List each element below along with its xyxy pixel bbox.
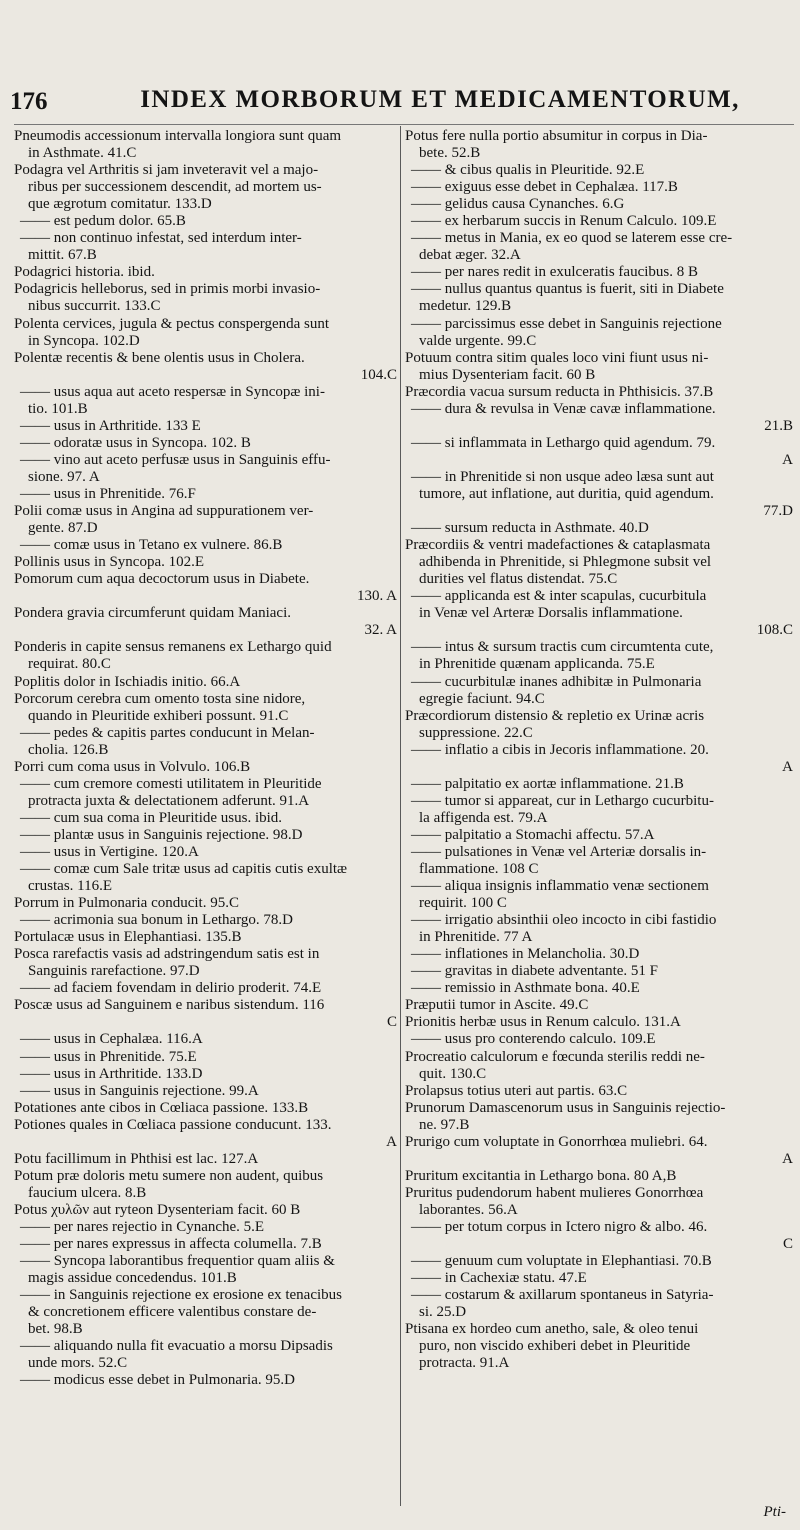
index-line: puro, non viscido exhiberi debet in Pleuritide [419,1338,691,1355]
index-line: quando in Pleuritide exhiberi possunt. 91.C [28,707,289,724]
index-line: Ptisana ex hordeo cum anetho, sale, & oleo tenui [405,1321,699,1338]
index-line: —— sursum reducta in Asthmate. 40.D [411,520,649,537]
index-line: —— per totum corpus in Ictero nigro & albo. 46. [411,1219,708,1235]
index-line: Pomorum cum aqua decoctorum usus in Diabete. [14,571,310,588]
index-line: in Syncopa. 102.D [28,332,140,349]
index-line: Pondera gravia circumferunt quidam Maniaci. [14,605,291,622]
page-number: 176 [10,88,48,115]
index-line: Pneumodis accessionum intervalla longiora sunt quam [14,128,342,144]
column-divider [400,126,401,1506]
index-line: —— usus in Arthritide. 133 E [20,417,201,434]
index-line: tio. 101.B [28,400,88,417]
index-line: —— per nares expressus in affecta columella. 7.B [20,1236,322,1253]
index-line: sione. 97. A [28,468,100,485]
index-line: flammatione. 108 C [419,861,539,878]
index-line: adhibenda in Phrenitide, si Phlegmone subsit vel [419,554,712,571]
index-line: —— costarum & axillarum spontaneus in Satyria- [411,1287,714,1304]
index-line: Prurigo cum voluptate in Gonorrhœa muliebri. 64. [405,1133,708,1150]
index-line: gente. 87.D [28,520,98,537]
index-line: protracta juxta & delectationem adferunt. 91.A [28,792,310,809]
index-line: faucium ulcera. 8.B [28,1184,147,1201]
index-line: —— intus & sursum tractis cum circumtenta cute, [411,639,714,656]
index-line: in Phrenitide quænam applicanda. 75.E [419,656,655,673]
index-line: A [386,1133,397,1150]
index-line: Porri cum coma usus in Volvulo. 106.B [14,758,251,775]
index-line: Pruritum excitantia in Lethargo bona. 80 A,B [405,1167,677,1184]
index-line: Præcordiis & ventri madefactiones & cataplasmata [405,537,711,554]
index-line: —— comæ usus in Tetano ex vulnere. 86.B [20,537,283,554]
index-line: Prunorum Damascenorum usus in Sanguinis rejectio- [405,1099,726,1116]
index-line: suppressione. 22.C [419,724,533,741]
index-line: & concretionem efficere valentibus constare de- [28,1304,317,1321]
index-line: —— tumor si appareat, cur in Lethargo cucurbitu- [411,792,714,809]
index-line: medetur. 129.B [419,298,512,315]
index-line: —— ex herbarum succis in Renum Calculo. 109.E [411,213,717,230]
index-line: —— cucurbitulæ inanes adhibitæ in Pulmonaria [411,673,702,690]
index-line: —— in Cachexiæ statu. 47.E [411,1270,587,1287]
index-line: Præcordiorum distensio & repletio ex Urinæ acris [405,707,705,724]
index-line: —— dura & revulsa in Venæ cavæ inflammatione. [411,400,716,417]
index-line: 130. A [356,588,397,605]
index-line: 21.B [764,417,793,434]
index-line: Polentæ recentis & bene olentis usus in Cholera. [14,349,305,366]
index-line: Podagra vel Arthritis si jam inveteravit vel a majo- [14,162,319,179]
index-line: protracta. 91.A [419,1355,510,1372]
catchword: Pti- [763,1504,786,1520]
index-line: in Asthmate. 41.C [28,145,137,162]
index-line: Præcordia vacua sursum reducta in Phthisicis. 37.B [405,383,714,400]
index-line: —— palpitatio ex aortæ inflammatione. 21.B [411,775,684,792]
index-line: —— pedes & capitis partes conducunt in Melan- [20,724,315,741]
index-line: 104.C [360,366,397,383]
index-line: —— non continuo infestat, sed interdum inter- [20,230,302,247]
index-line: —— irrigatio absinthii oleo incocto in cibi fastidio [411,912,717,929]
index-line: —— comæ cum Sale tritæ usus ad capitis cutis exultæ [20,861,348,878]
index-line: quit. 130.C [419,1065,487,1082]
index-line: Potiones quales in Cœliaca passione conducunt. 133. [14,1116,332,1133]
index-line: Polii comæ usus in Angina ad suppurationem ver- [14,503,314,520]
index-line: crustas. 116.E [28,878,113,895]
index-line: —— inflationes in Melancholia. 30.D [411,946,640,963]
index-line: Potum præ doloris metu sumere non audent, quibus [14,1167,324,1184]
index-line: si. 25.D [419,1304,467,1321]
index-line: —— ad faciem fovendam in delirio proderit. 74.E [20,980,322,997]
index-line: —— remissio in Asthmate bona. 40.E [411,980,640,997]
index-line: C [386,1014,397,1031]
index-line: Podagrici historia. ibid. [14,264,155,281]
index-line: Potuum contra sitim quales loco vini fiunt usus ni- [405,349,709,366]
index-line: debat æger. 32.A [419,247,521,264]
index-line: —— genuum cum voluptate in Elephantiasi. 70.B [411,1253,712,1270]
index-line: —— nullus quantus quantus is fuerit, siti in Diabete [411,281,724,298]
index-line: —— metus in Mania, ex eo quod se laterem esse cre- [411,230,733,247]
index-line: —— palpitatio a Stomachi affectu. 57.A [411,826,655,843]
index-line: —— est pedum dolor. 65.B [20,213,186,230]
index-line: —— usus pro conterendo calculo. 109.E [411,1031,656,1048]
index-line: Prolapsus totius uteri aut partis. 63.C [405,1082,628,1099]
index-line: 108.C [756,622,793,639]
index-line: egregie faciunt. 94.C [419,690,545,707]
index-line: —— aliquando nulla fit evacuatio a morsu Dipsadis [20,1338,333,1355]
index-line: —— pulsationes in Venæ vel Arteriæ dorsalis in- [411,843,707,860]
index-line: A [782,1150,793,1167]
index-line: —— usus in Phrenitide. 76.F [20,485,196,502]
index-line: Potu facillimum in Phthisi est lac. 127.A [14,1150,259,1167]
index-line: —— usus in Cephalæa. 116.A [20,1031,203,1048]
index-line: Procreatio calculorum e fœcunda sterilis reddi ne- [405,1048,705,1065]
index-line: —— plantæ usus in Sanguinis rejectione. 98.D [20,826,303,843]
index-line: Polenta cervices, jugula & pectus conspergenda sunt [14,315,330,332]
index-line: nibus succurrit. 133.C [28,298,161,315]
index-line: ne. 97.B [419,1116,470,1133]
index-line: —— per nares rejectio in Cynanche. 5.E [20,1219,265,1235]
index-line: Pruritus pudendorum habent mulieres Gonorrhœa [405,1184,704,1201]
index-line: —— usus in Arthritide. 133.D [20,1065,203,1082]
index-line: la affigenda est. 79.A [419,809,548,826]
index-line: —— vino aut aceto perfusæ usus in Sanguinis effu- [20,451,331,468]
index-line: Præputii tumor in Ascite. 49.C [405,997,589,1014]
index-line: Pollinis usus in Syncopa. 102.E [14,554,205,571]
index-line: Poplitis dolor in Ischiadis initio. 66.A [14,673,241,690]
index-line: Prionitis herbæ usus in Renum calculo. 131.A [405,1014,681,1031]
left-column [14,128,397,1389]
index-line: —— aliqua insignis inflammatio venæ sectionem [411,878,709,895]
index-line: —— modicus esse debet in Pulmonaria. 95.D [20,1372,295,1389]
index-line: que ægrotum comitatur. 133.D [28,196,212,213]
index-line: Portulacæ usus in Elephantiasi. 135.B [14,929,242,946]
index-line: —— usus in Vertigine. 120.A [20,843,199,860]
index-line: —— odoratæ usus in Syncopa. 102. B [20,434,251,451]
index-line: Poscæ usus ad Sanguinem e naribus sistendum. 116 [14,997,325,1014]
index-line: —— cum cremore comesti utilitatem in Pleuritide [20,775,322,792]
index-line: 32. A [364,622,397,639]
index-line: A [782,451,793,468]
index-line: 77.D [763,503,793,520]
index-line: Potus χυλῶν aut ryteon Dysenteriam facit. 60 B [14,1201,301,1218]
index-line: —— gelidus causa Cynanches. 6.G [411,196,625,213]
index-line: —— parcissimus esse debet in Sanguinis rejectione [411,315,722,332]
index-line: —— si inflammata in Lethargo quid agendum. 79. [411,434,716,451]
index-line: —— inflatio a cibis in Jecoris inflammatione. 20. [411,741,709,758]
index-line: magis assidue concedendus. 101.B [28,1270,237,1287]
index-line: Sanguinis rarefactione. 97.D [28,963,200,980]
index-line: —— usus aqua aut aceto respersæ in Syncopæ ini- [20,383,325,400]
index-line: valde urgente. 99.C [419,332,537,349]
index-line: Potus fere nulla portio absumitur in corpus in Dia- [405,128,708,144]
index-line: unde mors. 52.C [28,1355,128,1372]
index-line: Porcorum cerebra cum omento tosta sine nidore, [14,690,306,707]
index-line: —— gravitas in diabete adventante. 51 F [411,963,659,980]
index-line: —— per nares redit in exulceratis faucibus. 8 B [411,264,698,281]
index-line: in Venæ vel Arteræ Dorsalis inflammatione. [419,605,683,622]
index-line: —— usus in Phrenitide. 75.E [20,1048,197,1065]
running-title: INDEX MORBORUM ET MEDICAMENTORUM, [140,86,740,113]
index-line: —— acrimonia sua bonum in Lethargo. 78.D [20,912,294,929]
index-line: —— usus in Sanguinis rejectione. 99.A [20,1082,259,1099]
index-line: requirat. 80.C [28,656,111,673]
index-line: —— & cibus qualis in Pleuritide. 92.E [411,162,645,179]
index-line: —— Syncopa laborantibus frequentior quam aliis & [20,1253,335,1270]
index-line: Posca rarefactis vasis ad adstringendum satis est in [14,946,320,963]
header-rule [14,124,794,125]
right-column [405,128,793,1372]
index-line: C [782,1236,793,1253]
index-line: requirit. 100 C [419,895,507,912]
index-line: —— in Phrenitide si non usque adeo læsa sunt aut [411,468,714,485]
index-line: bet. 98.B [28,1321,83,1338]
index-line: A [782,758,793,775]
index-line: bete. 52.B [419,145,481,162]
index-line: laborantes. 56.A [419,1201,518,1218]
index-line: mittit. 67.B [28,247,97,264]
index-line: ribus per successionem descendit, ad mortem us- [28,179,322,196]
index-line: durities vel flatus distendat. 75.C [419,571,618,588]
index-line: mius Dysenteriam facit. 60 B [419,366,596,383]
index-line: —— in Sanguinis rejectione ex erosione ex tenacibus [20,1287,342,1304]
index-line: Porrum in Pulmonaria conducit. 95.C [14,895,239,912]
index-line: in Phrenitide. 77 A [419,929,533,946]
index-line: Potationes ante cibos in Cœliaca passione. 133.B [14,1099,309,1116]
index-line: Podagricis helleborus, sed in primis morbi invasio- [14,281,321,298]
index-line: Ponderis in capite sensus remanens ex Lethargo quid [14,639,332,656]
index-line: tumore, aut inflatione, aut duritia, quid agendum. [419,485,714,502]
index-line: —— applicanda est & inter scapulas, cucurbitula [411,588,707,605]
index-line: —— cum sua coma in Pleuritide usus. ibid. [20,809,283,826]
index-line: cholia. 126.B [28,741,109,758]
index-line: —— exiguus esse debet in Cephalæa. 117.B [411,179,678,196]
